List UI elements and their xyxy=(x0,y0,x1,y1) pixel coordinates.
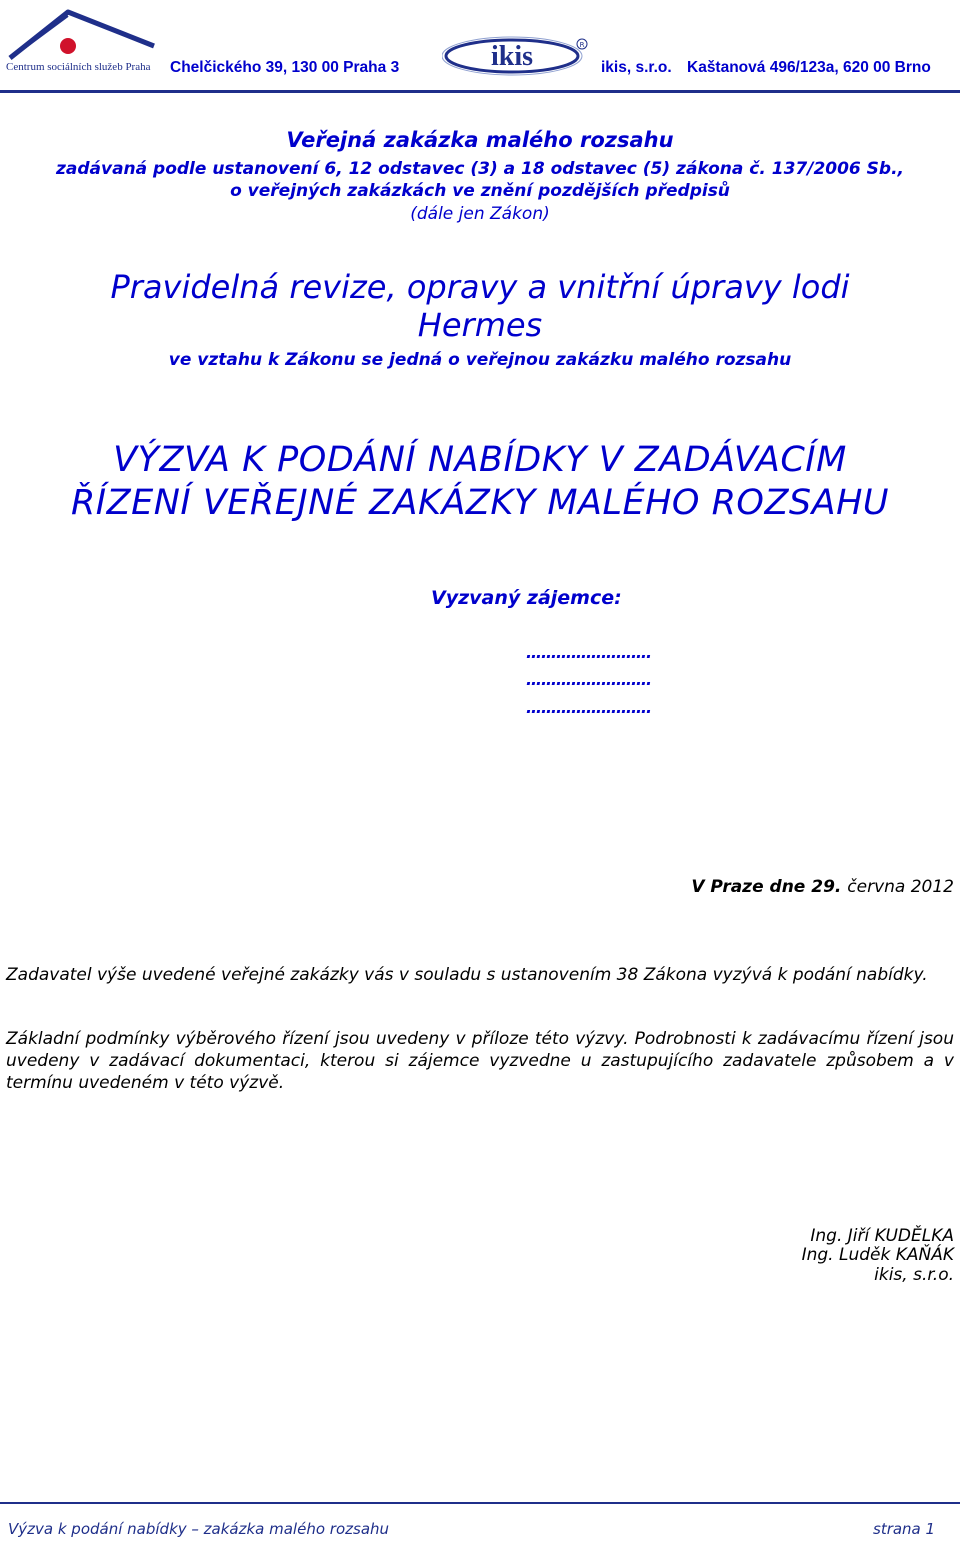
ikis-address: Kaštanová 496/123a, 620 00 Brno xyxy=(687,59,931,76)
main-heading: VÝZVA K PODÁNÍ NABÍDKY V ZADÁVACÍM xyxy=(113,440,847,480)
footer-doc-title: Výzva k podání nabídky – zakázka malého rozsahu xyxy=(8,1520,390,1538)
recipient-label: Vyzvaný zájemce: xyxy=(431,587,622,609)
intro-abbrev: (dále jen Zákon) xyxy=(410,204,550,224)
ikis-ellipse-logo-icon xyxy=(442,36,590,76)
project-name: Pravidelná revize, opravy a vnitřní úpravy lodi xyxy=(110,268,850,306)
footer-divider xyxy=(0,1502,960,1504)
header-divider xyxy=(0,90,960,93)
ikis-name: ikis, s.r.o. xyxy=(601,59,672,76)
main-heading-2: ŘÍZENÍ VEŘEJNÉ ZAKÁZKY MALÉHO ROZSAHU xyxy=(70,483,890,523)
signatory-1: Ing. Jiří KUDĚLKA xyxy=(810,1226,954,1246)
project-note: ve vztahu k Zákonu se jedná o veřejnou zakázku malého rozsahu xyxy=(168,350,792,370)
date-prefix: V Praze dne 29. xyxy=(691,877,842,897)
intro-legal-basis-2: o veřejných zakázkách ve znění pozdějších předpisů xyxy=(230,181,730,201)
intro-title: Veřejná zakázka malého rozsahu xyxy=(286,128,674,152)
ikis-logo xyxy=(442,36,590,76)
recipient-blank-line: ……………………. xyxy=(526,698,652,717)
project-name-2: Hermes xyxy=(417,306,543,344)
org-logo xyxy=(4,4,156,82)
intro-legal-basis: zadávaná podle ustanovení 6, 12 odstavec (3) a 18 odstavec (5) zákona č. 137/2006 Sb., xyxy=(55,159,905,179)
ikis-logo-text: ikis xyxy=(490,41,534,72)
signatory-company: ikis, s.r.o. xyxy=(874,1265,954,1285)
body-paragraph-2: Základní podmínky výběrového řízení jsou uvedeny v příloze této výzvy. Podrobnosti k zadávacímu řízení jsou uvedeny v zadávací dokumentaci, kterou si zájemce vyzvedne u zastupujícího zadavatele způsobem a v termínu uvedeném v této výzvě. xyxy=(6,1029,954,1093)
date-month-year: června 2012 xyxy=(847,877,954,897)
recipient-blank-line: ……………………. xyxy=(526,670,652,689)
org-logo-text: Centrum sociálních služeb Praha xyxy=(6,61,151,73)
footer-page-number: strana 1 xyxy=(873,1520,936,1538)
signatory-2: Ing. Luděk KAŇÁK xyxy=(801,1245,954,1265)
date-line xyxy=(691,877,954,897)
org-address: Chelčického 39, 130 00 Praha 3 xyxy=(170,59,400,76)
recipient-blank-line: ……………………. xyxy=(526,643,652,662)
body-paragraph-1: Zadavatel výše uvedené veřejné zakázky vás v souladu s ustanovením 38 Zákona vyzývá k podání nabídky. xyxy=(6,965,928,985)
svg-text:R: R xyxy=(579,41,585,49)
